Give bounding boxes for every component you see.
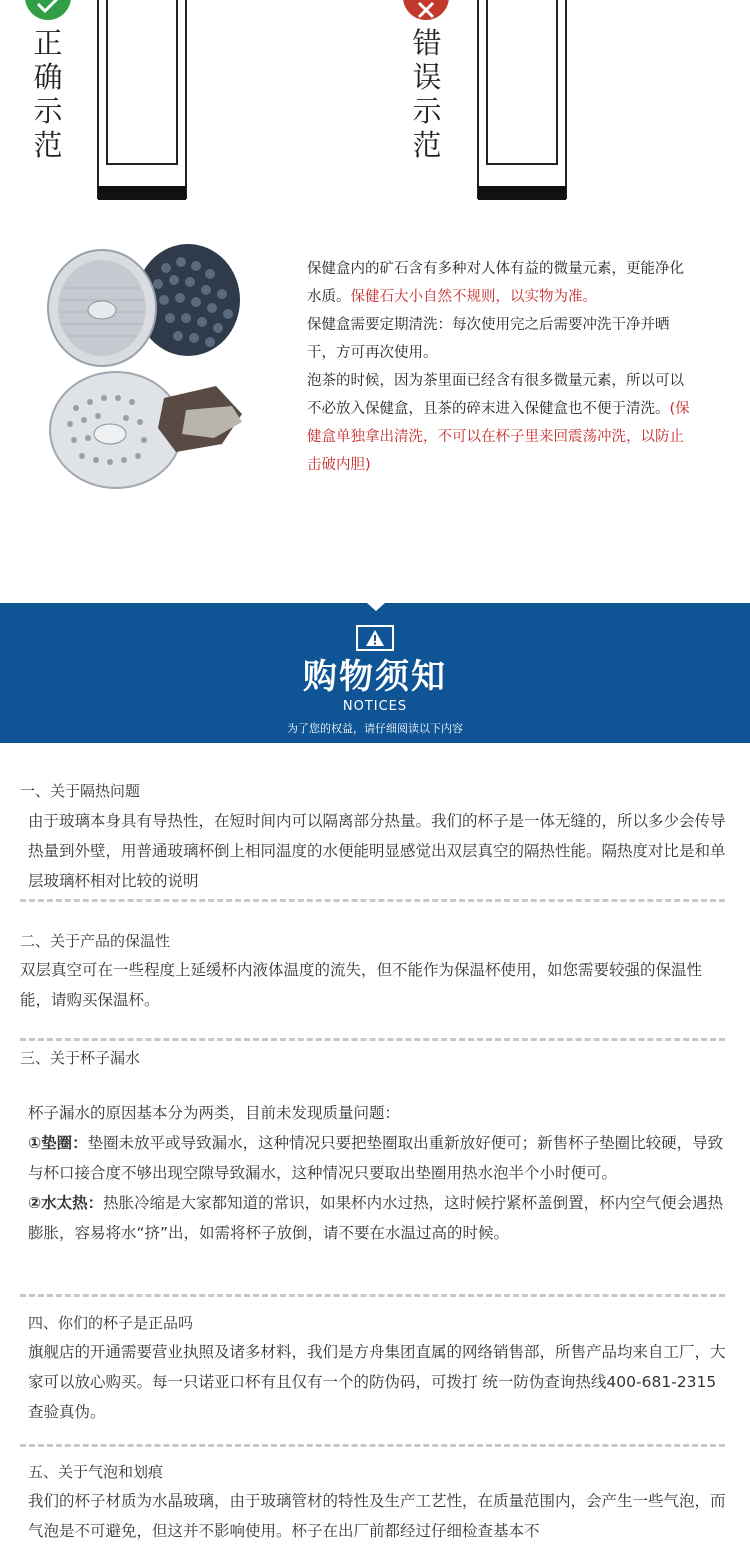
section-title-authentic: 四、你们的杯子是正品吗	[28, 1314, 194, 1332]
section-body-warmth: 双层真空可在一些程度上延缓杯内液体温度的流失，但不能作为保温杯使用，如您需要较强的保温性能，请购买保温杯。	[20, 961, 703, 1009]
divider	[20, 1294, 725, 1297]
wrong-x-icon	[403, 0, 449, 20]
health-box-para-1: 保健盒内的矿石含有多种对人体有益的微量元素，更能净化水质。保健石大小自然不规则，以实物为准。	[307, 261, 684, 305]
divider	[20, 1444, 725, 1447]
health-box-description	[277, 255, 697, 479]
correct-demo-label: 正 确 示 范	[33, 26, 63, 162]
warning-icon	[356, 625, 394, 651]
divider	[20, 1038, 725, 1041]
section-body-insulation: 由于玻璃本身具有导热性，在短时间内可以隔离部分热量。我们的杯子是一体无缝的，所以多少会传导热量到外壁，用普通玻璃杯倒上相同温度的水便能明显感觉出双层真空的隔热性能。隔热度对比是和单层玻璃杯相对比较的说明	[28, 812, 726, 890]
section-title-leak: 三、关于杯子漏水	[20, 1049, 141, 1067]
section-body-bubbles: 我们的杯子材质为水晶玻璃，由于玻璃管材的特性及生产工艺性，在质量范围内，会产生一些气泡，而气泡是不可避免，但这并不影响使用。杯子在出厂前都经过仔细检查基本不	[28, 1492, 726, 1540]
section-title-bubbles: 五、关于气泡和划痕	[28, 1463, 164, 1481]
section-body-leak: 杯子漏水的原因基本分为两类，目前未发现质量问题： ①垫圈：垫圈未放平或导致漏水，这种情况只要把垫圈取出重新放好便可；新售杯子垫圈比较硬，导致与杯口接合度不够出现空隙导致漏水，这种情况只要取出垫圈用热水泡半个小时便可。 ②水太热：热胀冷缩是大家都知道的常识，如果杯内水过热，这时候拧紧杯盖倒置，杯内空气便会遇热膨胀，容易将水“挤”出，如需将杯子放倒，请不要在水温过高的时候。	[28, 1104, 724, 1242]
banner-title: 购物须知	[303, 657, 447, 697]
health-box-para-2: 保健盒需要定期清洗：每次使用完之后需要冲洗干净并晒干，方可再次使用。	[307, 317, 670, 361]
section-title-warmth: 二、关于产品的保温性	[20, 932, 171, 950]
section-title-insulation: 一、关于隔热问题	[20, 782, 141, 800]
correct-check-icon	[25, 0, 71, 20]
health-box-para-3: 泡茶的时候，因为茶里面已经含有很多微量元素，所以可以不必放入保健盒，且茶的碎末进入保健盒也不便于清洗。(保健盒单独拿出清洗，不可以在杯子里来回震荡冲洗，以防止击破内胆)	[307, 373, 690, 473]
correct-cup-illustration	[97, 0, 187, 200]
wrong-demo-label: 错 误 示 范	[412, 26, 442, 162]
banner-subtitle: NOTICES	[342, 699, 408, 714]
wrong-cup-illustration	[477, 0, 567, 200]
banner-note: 为了您的权益，请仔细阅读以下内容	[287, 722, 463, 735]
banner-notch	[367, 603, 385, 611]
health-box-photo	[46, 238, 246, 498]
section-body-authentic: 旗舰店的开通需要营业执照及诸多材料，我们是方舟集团直属的网络销售部，所售产品均来自工厂，大家可以放心购买。每一只诺亚口杯有且仅有一个的防伪码，可拨打 统一防伪查询热线400-681-2315查验真伪。	[28, 1343, 726, 1421]
divider	[20, 899, 725, 902]
